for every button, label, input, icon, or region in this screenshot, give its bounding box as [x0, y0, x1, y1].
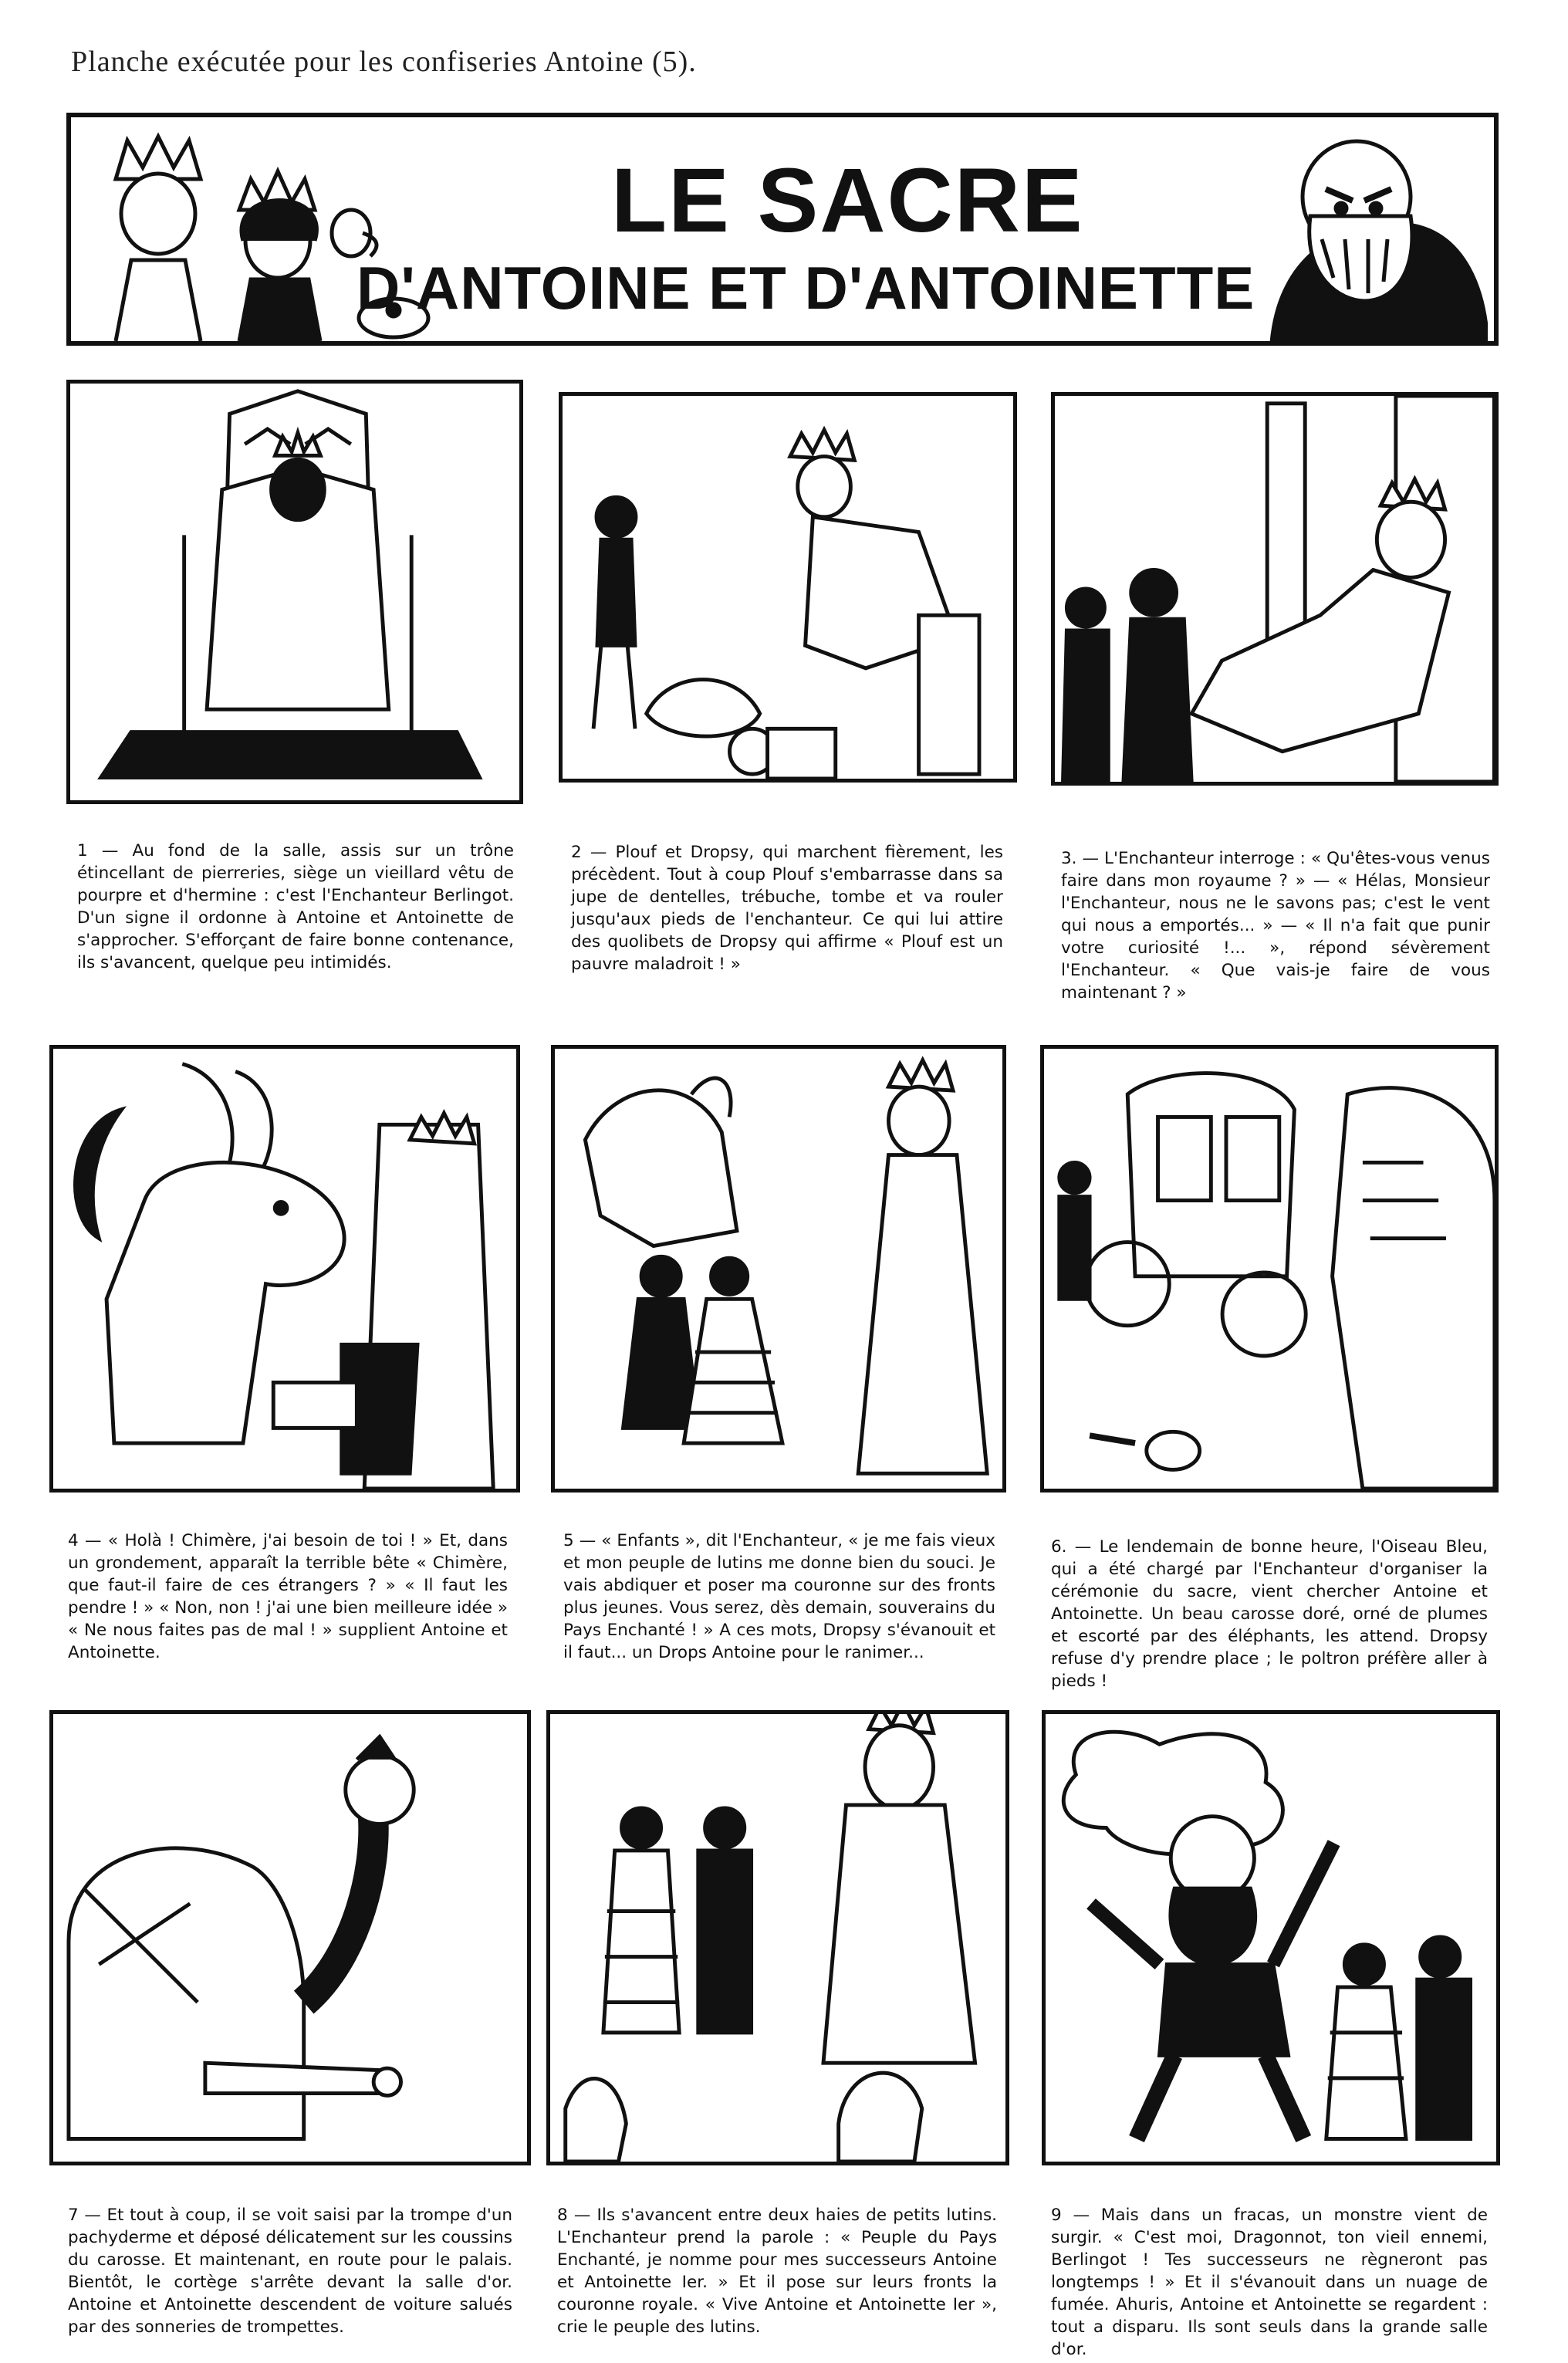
panel-8-text: 8 — Ils s'avancent entre deux haies de petits lutins. L'Enchanteur prend la parole : « Peuple du Pays Enchanté, je nomme pour mes successeurs Antoine et Antoinette Ier. » Et il pose sur leurs fronts la couronne royale. « Vive Antoine et Antoinette Ier », crie le peuple des lutins. [557, 2206, 997, 2337]
bearded-sorcerer-illustration [1256, 123, 1488, 343]
panel-9-text: 9 — Mais dans un fracas, un monstre vient de surgir. « C'est moi, Dragonnot, ton vieil ennemi, Berlingot ! Tes successeurs ne règneront pas longtemps ! » Et il s'évanouit dans un nuage de fumée. Ahuris, Antoine et Antoinette se regardent : tout a disparu. Ils sont seuls dans la grande salle d'or. [1051, 2206, 1488, 2359]
enchanter-interrogation-illustration [1055, 396, 1495, 782]
panel-8-image [546, 1710, 1009, 2165]
title-sub: D'ANTOINE ET D'ANTOINETTE [357, 254, 1255, 322]
panel-1-text: 1 — Au fond de la salle, assis sur un trône étincellant de pierreries, siège un vieillard vêtu de pourpre et d'hermine : c'est l'Enchanteur Berlingot. D'un signe il ordonne à Antoine et Antoinette de s'approcher. S'efforçant de faire bonne contenance, ils s'avancent, quelque peu intimidés. [77, 841, 514, 972]
panel-6-image [1040, 1045, 1499, 1493]
panel-3-text: 3. — L'Enchanteur interroge : « Qu'êtes-vous venus faire dans mon royaume ? » — « Hélas, Monsieur l'Enchanteur, nous ne le savons pas; c'est le vent qui nous a emportés... » — « Il n'a fait que punir votre curiosité !... », répond sévèrement l'Enchanteur. « Que vais-je faire de vous maintenant ? » [1061, 849, 1490, 1002]
panel-9-image [1042, 1710, 1500, 2165]
carriage-elephant-illustration [1044, 1049, 1495, 1489]
page-caption: Planche exécutée pour les confiseries Antoine (5). [71, 46, 697, 78]
panel-7-text: 7 — Et tout à coup, il se voit saisi par la trompe d'un pachyderme et déposé délicatement sur les coussins du carosse. Et maintenant, en route pour le palais. Bientôt, le cortège s'arrête devant la salle d'or. Antoine et Antoinette descendent de voiture salués par des sonneries de trompettes. [68, 2206, 512, 2337]
panel-2-text: 2 — Plouf et Dropsy, qui marchent fièrement, les précèdent. Tout à coup Plouf s'embarrasse dans sa jupe de dentelles, trébuche, tombe et va rouler jusqu'aux pieds de l'enchanteur. Ce qui lui attire des quolibets de Dropsy qui affirme « Plouf est un pauvre maladroit ! » [571, 843, 1003, 974]
panel-2-image [559, 392, 1017, 783]
chimera-illustration [53, 1049, 516, 1489]
panel-1-image [66, 380, 523, 804]
panel-4-text: 4 — « Holà ! Chimère, j'ai besoin de toi ! » Et, dans un grondement, apparaît la terrible bête « Chimère, que faut-il faire de ces étrangers ? » « Il faut les pendre ! » « Non, non ! j'ai une bien meilleure idée » « Ne nous faites pas de mal ! » supplient Antoine et Antoinette. [68, 1531, 508, 1662]
panel-7-image [49, 1710, 531, 2165]
panel-5-image [551, 1045, 1006, 1493]
plouf-falling-illustration [563, 396, 1013, 779]
title-main: LE SACRE [611, 150, 1084, 252]
elephant-trunk-illustration [53, 1714, 527, 2162]
coronation-illustration [550, 1714, 1005, 2162]
panel-4-image [49, 1045, 520, 1493]
panel-6-text: 6. — Le lendemain de bonne heure, l'Oiseau Bleu, qui a été chargé par l'Enchanteur d'organiser la cérémonie du sacre, vient chercher Antoine et Antoinette. Un beau carosse doré, orné de plumes et escorté par des éléphants, les attend. Dropsy refuse d'y prendre place ; le poltron préfère aller à pieds ! [1051, 1537, 1488, 1691]
title-banner [66, 113, 1499, 346]
enchanter-abdication-illustration [555, 1049, 1002, 1489]
throne-illustration [70, 384, 519, 800]
dragonnot-illustration [1046, 1714, 1496, 2162]
panel-3-image [1051, 392, 1499, 786]
panel-5-text: 5 — « Enfants », dit l'Enchanteur, « je me fais vieux et mon peuple de lutins me donne bien du souci. Je vais abdiquer et poser ma couronne sur des fronts plus jeunes. Vous serez, dès demain, souverains du Pays Enchanté ! » A ces mots, Dropsy s'évanouit et il faut... un Drops Antoine pour le ranimer... [563, 1531, 995, 1662]
